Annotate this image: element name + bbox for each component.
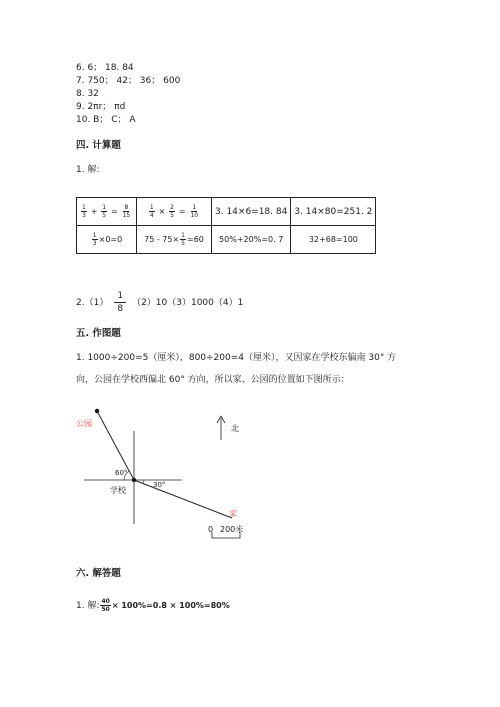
school-home-line [134, 480, 232, 518]
fraction: $\frac{8}{15}$ [122, 204, 131, 219]
fraction: $\frac{1}{3}$ [82, 204, 86, 219]
fraction: $\frac{1}{5}$ [181, 232, 185, 247]
fraction: $\frac{1}{3}$ [92, 232, 97, 247]
section-5-title: 五. 作图题 [76, 328, 121, 339]
drawing-q1-line2: 向，公园在学校西偏北 60° 方向，所以家、公园的位置如下图所示： [76, 375, 350, 385]
calc-q1-label: 1. 解: [76, 165, 100, 175]
angle-60-label: 60° [115, 469, 128, 477]
scale-zero-label: 0 [208, 525, 214, 534]
fraction: $\frac{2}{5}$ [170, 204, 174, 219]
section-4-title: 四. 计算题 [76, 140, 121, 151]
school-point [132, 478, 136, 482]
table-cell: $\frac{1}{4}$ × $\frac{2}{5}$ = $\frac{1}{10}$ [137, 198, 212, 226]
home-label: 家 [229, 509, 237, 518]
fraction: $\frac{1}{10}$ [190, 204, 199, 219]
park-label: 公园 [76, 419, 92, 428]
fraction: $\frac{1}{5}$ [102, 204, 107, 219]
scale-200m-label: 200米 [220, 525, 244, 534]
answer-9: 9. 2πr； πd [76, 102, 126, 112]
drawing-q1-line1: 1. 1000÷200=5（厘米），800÷200=4（厘米），又因家在学校东偏南 30° 方 [76, 353, 397, 363]
answer-8: 8. 32 [76, 89, 99, 99]
calc-q2: 2.（1） $\frac{1}{8}$ （2）10（3）1000（4）1 [76, 291, 244, 314]
table-cell: $\frac{1}{3}$ + $\frac{1}{5}$ = $\frac{8}{15}$ [77, 198, 137, 226]
fraction: $\frac{1}{4}$ [149, 204, 154, 219]
north-label: 北 [231, 424, 239, 433]
answer-10: 10. B； C； A [76, 115, 136, 125]
angle-30-arc [143, 480, 144, 484]
angle-30-label: 30° [153, 481, 166, 489]
fraction: $\frac{40}{50}$ [101, 598, 110, 613]
park-point [95, 409, 99, 413]
table-cell: 50%+20%=0. 7 [212, 226, 291, 254]
fraction: $\frac{1}{8}$ [114, 290, 126, 315]
table-cell: 3. 14×80=251. 2 [291, 198, 376, 226]
table-cell: $\frac{1}{3}$ ×0=0 [77, 226, 137, 254]
table-cell: 75 - 75× $\frac{1}{5}$ =60 [137, 226, 212, 254]
answer-6: 6. 6； 18. 84 [76, 63, 134, 73]
solve-q1: 1. 解: $\frac{40}{50}$ × 100%=0.8 × 100%=80% [76, 598, 230, 613]
section-6-title: 六. 解答题 [76, 568, 121, 579]
answer-7: 7. 750； 42； 36； 600 [76, 76, 181, 86]
table-cell: 32+68=100 [291, 226, 376, 254]
school-label: 学校 [110, 486, 126, 495]
table-cell: 3. 14×6=18. 84 [212, 198, 291, 226]
